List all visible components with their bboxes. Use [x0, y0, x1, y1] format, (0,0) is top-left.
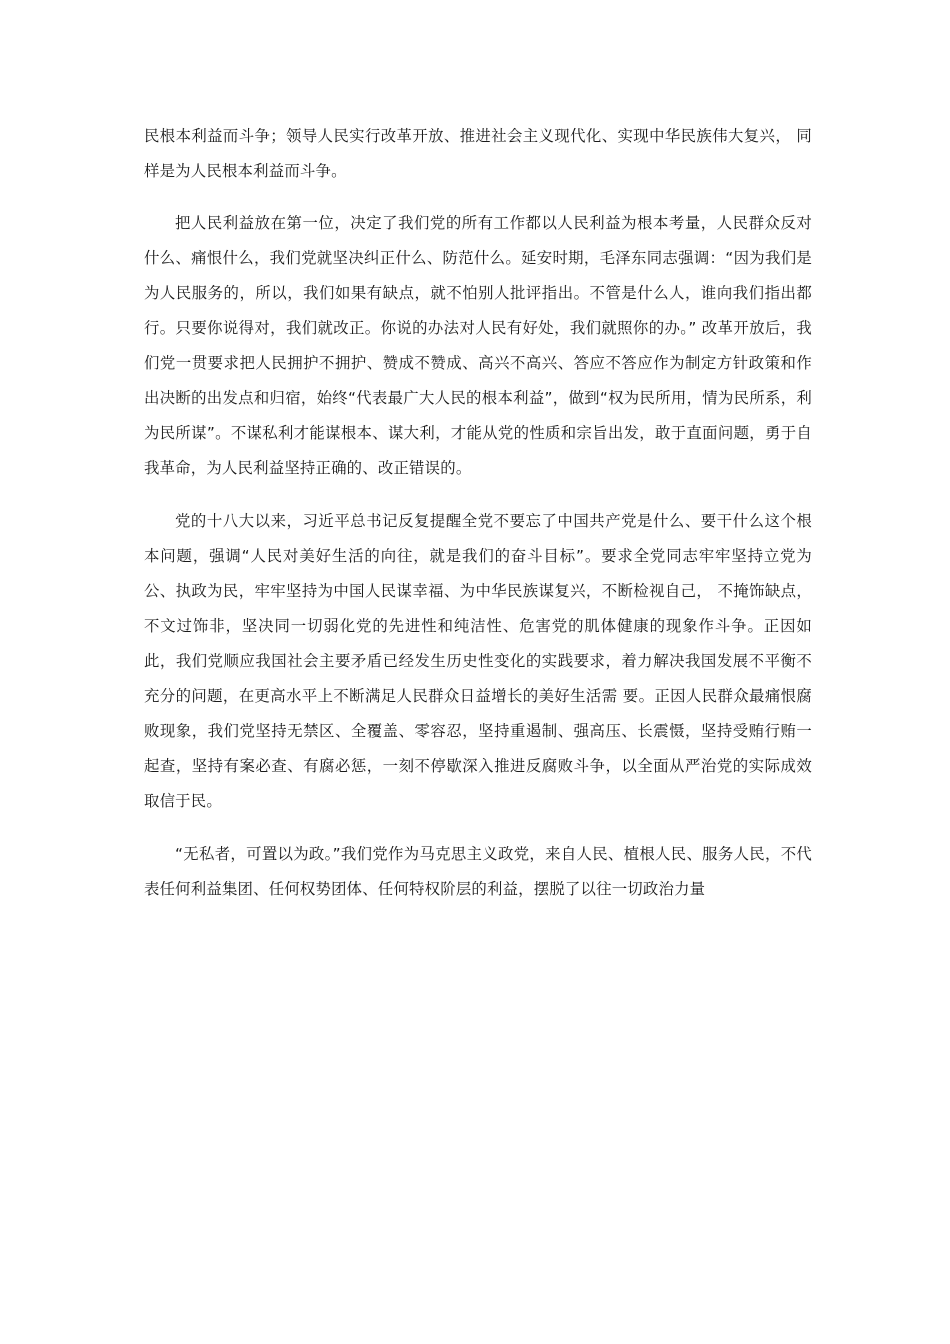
paragraph-continuation: 民根本利益而斗争；领导人民实行改革开放、推进社会主义现代化、实现中华民族伟大复兴， 同样是为人民根本利益而斗争。: [144, 127, 812, 180]
paragraph-since-18th-congress: 党的十八大以来，习近平总书记反复提醒全党不要忘了中国共产党是什么、要干什么这个根本问题，强调“人民对美好生活的向往，就是我们的奋斗目标”。要求全党同志牢牢坚持立党为公、执政为民，牢牢坚持为中国人民谋幸福、为中华民族谋复兴，不断检视自己， 不掩饰缺点，不文过饰非，坚决同一切弱化党的先进性和纯洁性、危害党的肌体健康的现象作斗争。正因如此，我们党顺应我国社会主要矛盾已经发生历史性变化的实践要求，着力解决我国发展不平衡不充分的问题，在更高水平上不断满足人民群众日益增长的美好生活需 要。正因人民群众最痛恨腐败现象，我们党坚持无禁区、全覆盖、零容忍，坚持重遏制、强高压、长震慑，坚持受贿行贿一起查，坚持有案必查、有腐必惩，一刻不停歇深入推进反腐败斗争，以全面从严治党的实际成效取信于民。: [144, 512, 812, 810]
document-body: [144, 119, 812, 925]
paragraph-people-interests-first: 把人民利益放在第一位，决定了我们党的所有工作都以人民利益为根本考量，人民群众反对什么、痛恨什么，我们党就坚决纠正什么、防范什么。延安时期，毛泽东同志强调：“因为我们是为人民服务的，所以，我们如果有缺点，就不怕别人批评指出。不管是什么人，谁向我们指出都行。只要你说得对，我们就改正。你说的办法对人民有好处，我们就照你的办。” 改革开放后，我们党一贯要求把人民拥护不拥护、赞成不赞成、高兴不高兴、答应不答应作为制定方针政策和作出决断的出发点和归宿，始终“代表最广大人民的根本利益”，做到“权为民所用，情为民所系，利为民所谋”。不谋私利才能谋根本、谋大利，才能从党的性质和宗旨出发，敢于直面问题，勇于自我革命，为人民利益坚持正确的、改正错误的。: [144, 214, 812, 477]
paragraph-selfless-governance: “无私者，可置以为政。”我们党作为马克思主义政党，来自人民、植根人民、服务人民，不代表任何利益集团、任何权势团体、任何特权阶层的利益，摆脱了以往一切政治力量: [144, 845, 812, 898]
